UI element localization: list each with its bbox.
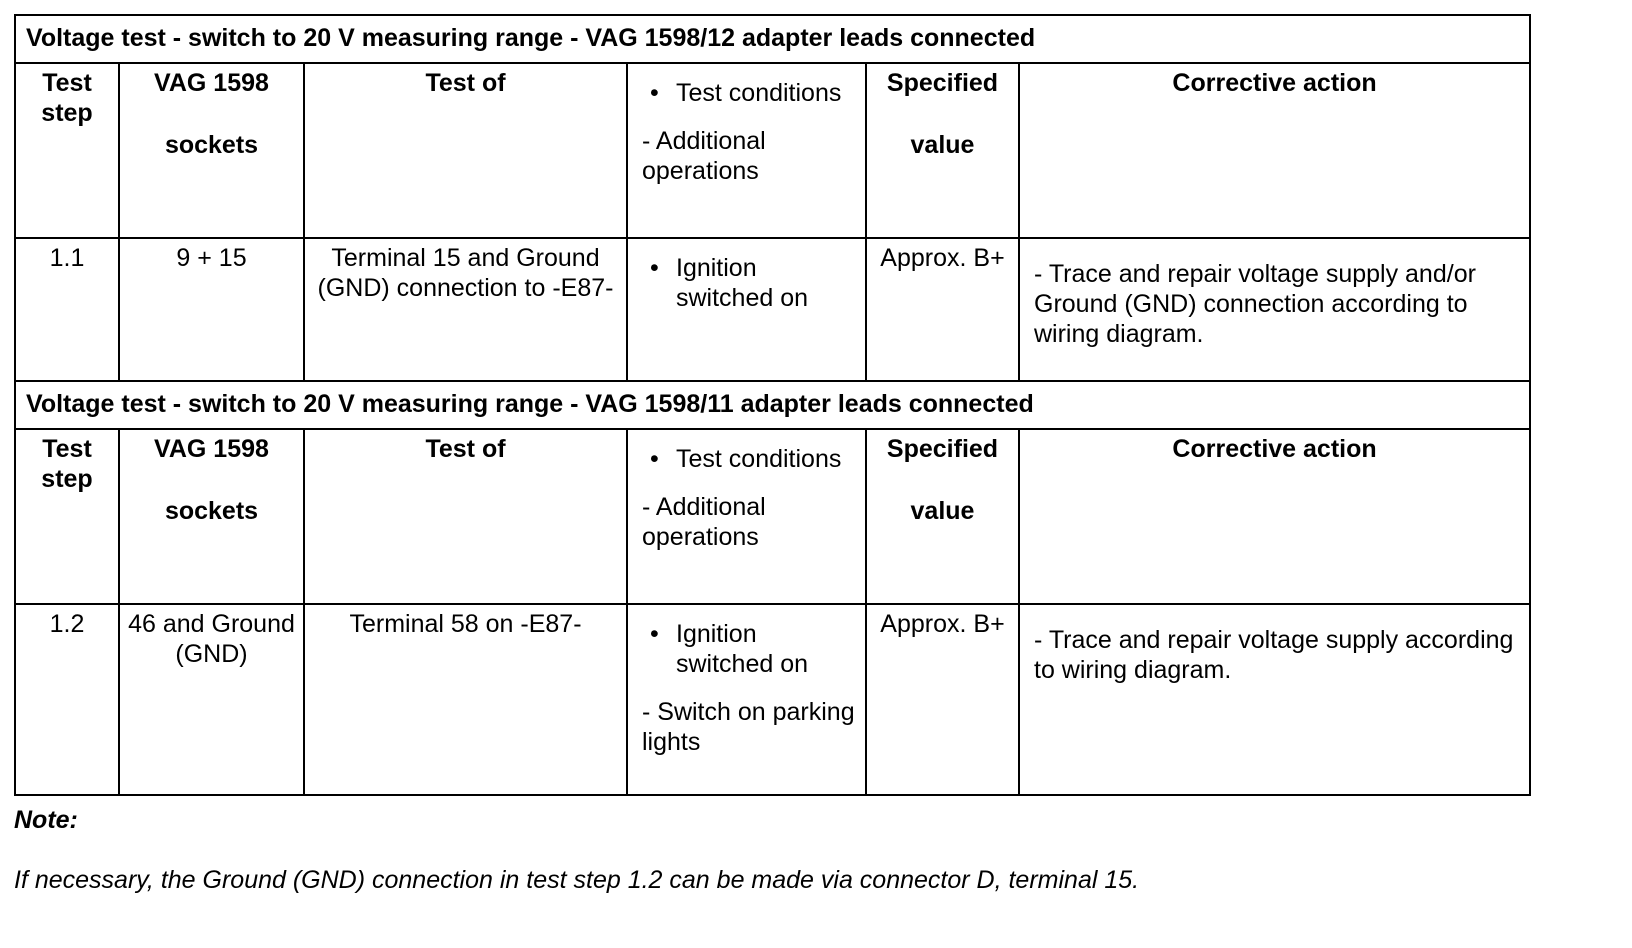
- header-sockets-line1: VAG 1598: [154, 435, 269, 463]
- header-specified-line2: value: [910, 497, 975, 525]
- note-text: If necessary, the Ground (GND) connection in test step 1.2 can be made via connector D, terminal 15.: [14, 866, 1140, 894]
- header-test-step: Test step: [15, 63, 119, 238]
- cell-conditions-text: Ignition switched on: [676, 254, 809, 312]
- header-conditions-additional: - Additional operations: [642, 127, 766, 185]
- cell-specified-value: Approx. B+: [866, 604, 1019, 795]
- cell-conditions: [627, 604, 866, 795]
- header-row: [15, 63, 1530, 238]
- header-test-of: Test of: [304, 429, 627, 604]
- bullet-icon: •: [650, 445, 659, 473]
- bullet-icon: •: [650, 254, 659, 282]
- header-sockets-line1: VAG 1598: [154, 69, 269, 97]
- voltage-test-table: [14, 14, 1531, 796]
- header-specified-value: [866, 429, 1019, 604]
- header-conditions-additional: - Additional operations: [642, 493, 766, 551]
- table-row: [15, 238, 1530, 381]
- cell-specified-value: Approx. B+: [866, 238, 1019, 381]
- section-title-row: [15, 381, 1530, 429]
- header-specified-line1: Specified: [886, 69, 999, 97]
- cell-corrective-action: - Trace and repair voltage supply according to wiring diagram.: [1019, 604, 1530, 795]
- cell-conditions-bullet: [636, 253, 857, 313]
- table-row: [15, 604, 1530, 795]
- header-corrective-action: Corrective action: [1019, 429, 1530, 604]
- header-corrective-action: Corrective action: [1019, 63, 1530, 238]
- header-sockets-line2: sockets: [164, 497, 259, 525]
- cell-sockets: 46 and Ground (GND): [119, 604, 304, 795]
- header-conditions-bullet: [636, 78, 857, 108]
- cell-conditions-text: Ignition switched on: [676, 620, 809, 678]
- bullet-icon: •: [650, 620, 659, 648]
- cell-test-step: 1.2: [15, 604, 119, 795]
- section-title-row: [15, 15, 1530, 63]
- header-row: [15, 429, 1530, 604]
- header-test-step: Test step: [15, 429, 119, 604]
- cell-test-step: 1.1: [15, 238, 119, 381]
- header-conditions-bullet: [636, 444, 857, 474]
- note-label: Note:: [14, 806, 78, 834]
- header-conditions: [627, 63, 866, 238]
- cell-corrective-action: - Trace and repair voltage supply and/or Ground (GND) connection according to wiring diagram.: [1019, 238, 1530, 381]
- section-title: Voltage test - switch to 20 V measuring range - VAG 1598/12 adapter leads connected: [15, 15, 1530, 63]
- header-conditions-text: Test conditions: [676, 445, 842, 473]
- cell-test-of: Terminal 58 on -E87-: [304, 604, 627, 795]
- header-test-of: Test of: [304, 63, 627, 238]
- header-sockets-line2: sockets: [164, 131, 259, 159]
- cell-sockets: 9 + 15: [119, 238, 304, 381]
- cell-conditions: [627, 238, 866, 381]
- header-specified-line2: value: [910, 131, 975, 159]
- header-specified-value: [866, 63, 1019, 238]
- cell-conditions-bullet: [636, 619, 857, 679]
- header-specified-line1: Specified: [886, 435, 999, 463]
- cell-test-of: Terminal 15 and Ground (GND) connection to -E87-: [304, 238, 627, 381]
- bullet-icon: •: [650, 79, 659, 107]
- header-conditions: [627, 429, 866, 604]
- header-sockets: [119, 63, 304, 238]
- cell-conditions-additional: - Switch on parking lights: [642, 698, 855, 756]
- section-title: Voltage test - switch to 20 V measuring range - VAG 1598/11 adapter leads connected: [15, 381, 1530, 429]
- header-sockets: [119, 429, 304, 604]
- header-conditions-text: Test conditions: [676, 79, 842, 107]
